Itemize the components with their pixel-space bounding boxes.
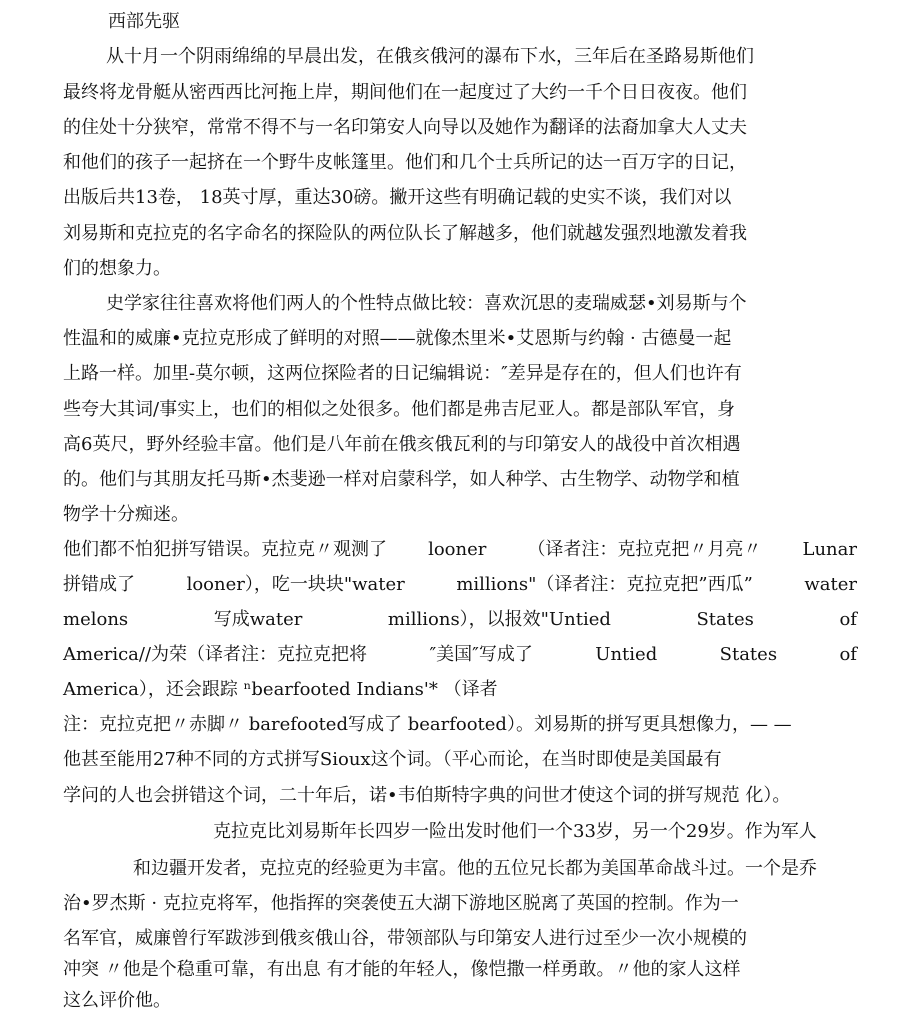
document-title: 西部先驱 [108, 11, 180, 32]
text-segment: Untied [595, 644, 658, 665]
text-segment: Lunar [802, 539, 857, 560]
text-line: 学问的人也会拼错这个词，二十年后，诺•韦伯斯特字典的问世才使这个词的拼写规范 化）。 [63, 785, 791, 806]
text-line: 们的想象力。 [63, 258, 171, 279]
justified-line [63, 573, 857, 597]
text-segment: millions），以报效"Untied [387, 609, 611, 630]
text-line: 高6英尺，野外经验丰富。他们是八年前在俄亥俄瓦利的与印第安人的战役中首次相遇 [63, 434, 741, 455]
text-segment: looner [428, 539, 487, 560]
text-line: 注：克拉克把〃赤脚〃 barefooted写成了 bearfooted）。刘易斯的拼写更具想像力，— — [63, 714, 792, 735]
text-line: 和他们的孩子一起挤在一个野牛皮帐篷里。他们和几个士兵所记的达一百万字的日记， [63, 152, 747, 173]
text-segment: 他们都不怕犯拼写错误。克拉克〃观测了 [63, 539, 387, 560]
justified-line [63, 538, 857, 562]
text-line: 克拉克比刘易斯年长四岁一险出发时他们一个33岁，另一个29岁。作为军人 [213, 821, 817, 842]
text-line: 的住处十分狭窄，常常不得不与一名印第安人向导以及她作为翻译的法裔加拿大人丈夫 [63, 117, 747, 138]
text-line: 物学十分痴迷。 [63, 504, 189, 525]
text-line: 治•罗杰斯 · 克拉克将军，他指挥的突袭使五大湖下游地区脱离了英国的控制。作为一 [63, 893, 739, 914]
text-line: 冲突 〃他是个稳重可靠，有出息 有才能的年轻人，像恺撒一样勇敢。〃他的家人这样 [63, 959, 741, 980]
text-segment: States [696, 609, 754, 630]
text-line: 从十月一个阴雨绵绵的早晨出发，在俄亥俄河的瀑布下水，三年后在圣路易斯他们 [106, 46, 754, 67]
text-line: 他甚至能用27种不同的方式拼写Sioux这个词。（平心而论，在当时即使是美国最有 [63, 749, 722, 770]
text-segment: looner），吃一块块"water [186, 574, 405, 595]
text-line: 的。他们与其朋友托马斯•杰斐逊一样对启蒙科学，如人种学、古生物学、动物学和植 [63, 469, 740, 490]
text-segment: （译者注：克拉克把〃月亮〃 [527, 539, 762, 560]
text-segment: 拼错成了 [63, 574, 135, 595]
text-line: America），还会跟踪 ⁿbearfooted Indians'* （译者 [63, 679, 498, 700]
text-line: 名军官，威廉曾行军跋涉到俄亥俄山谷，带领部队与印第安人进行过至少一次小规模的 [63, 928, 747, 949]
text-segment: ″美国″写成了 [429, 644, 533, 665]
text-segment: States [719, 644, 778, 665]
text-segment: water [804, 574, 857, 595]
text-line: 史学家往往喜欢将他们两人的个性特点做比较：喜欢沉思的麦瑞威瑟•刘易斯与个 [106, 293, 747, 314]
text-line: 和边疆开发者，克拉克的经验更为丰富。他的五位兄长都为美国革命战斗过。一个是乔 [133, 858, 817, 879]
text-segment: 写成water [213, 609, 303, 630]
justified-line [63, 643, 857, 667]
text-line: 刘易斯和克拉克的名字命名的探险队的两位队长了解越多，他们就越发强烈地激发着我 [63, 223, 747, 244]
text-line: 这么评价他。 [63, 990, 171, 1011]
text-line: 性温和的威廉•克拉克形成了鲜明的对照——就像杰里米•艾恩斯与约翰 · 古德曼一起 [63, 328, 732, 349]
text-line: 上路一样。加里-莫尔顿，这两位探险者的日记编辑说：″差异是存在的，但人们也许有 [63, 363, 742, 384]
text-segment: America//为荣（译者注：克拉克把将 [63, 644, 368, 665]
text-segment: of [839, 609, 857, 630]
text-line: 最终将龙骨艇从密西西比河拖上岸，期间他们在一起度过了大约一千个日日夜夜。他们 [63, 82, 747, 103]
text-segment: millions"（译者注：克拉克把”西瓜” [456, 574, 753, 595]
text-segment: melons [63, 609, 129, 630]
text-line: 出版后共13卷， 18英寸厚，重达30磅。撇开这些有明确记载的史实不谈，我们对以 [63, 187, 732, 208]
text-line: 些夸大其词/事实上，也们的相似之处很多。他们都是弗吉尼亚人。都是部队军官，身 [63, 399, 736, 420]
justified-line [63, 608, 857, 632]
text-segment: of [839, 644, 857, 665]
